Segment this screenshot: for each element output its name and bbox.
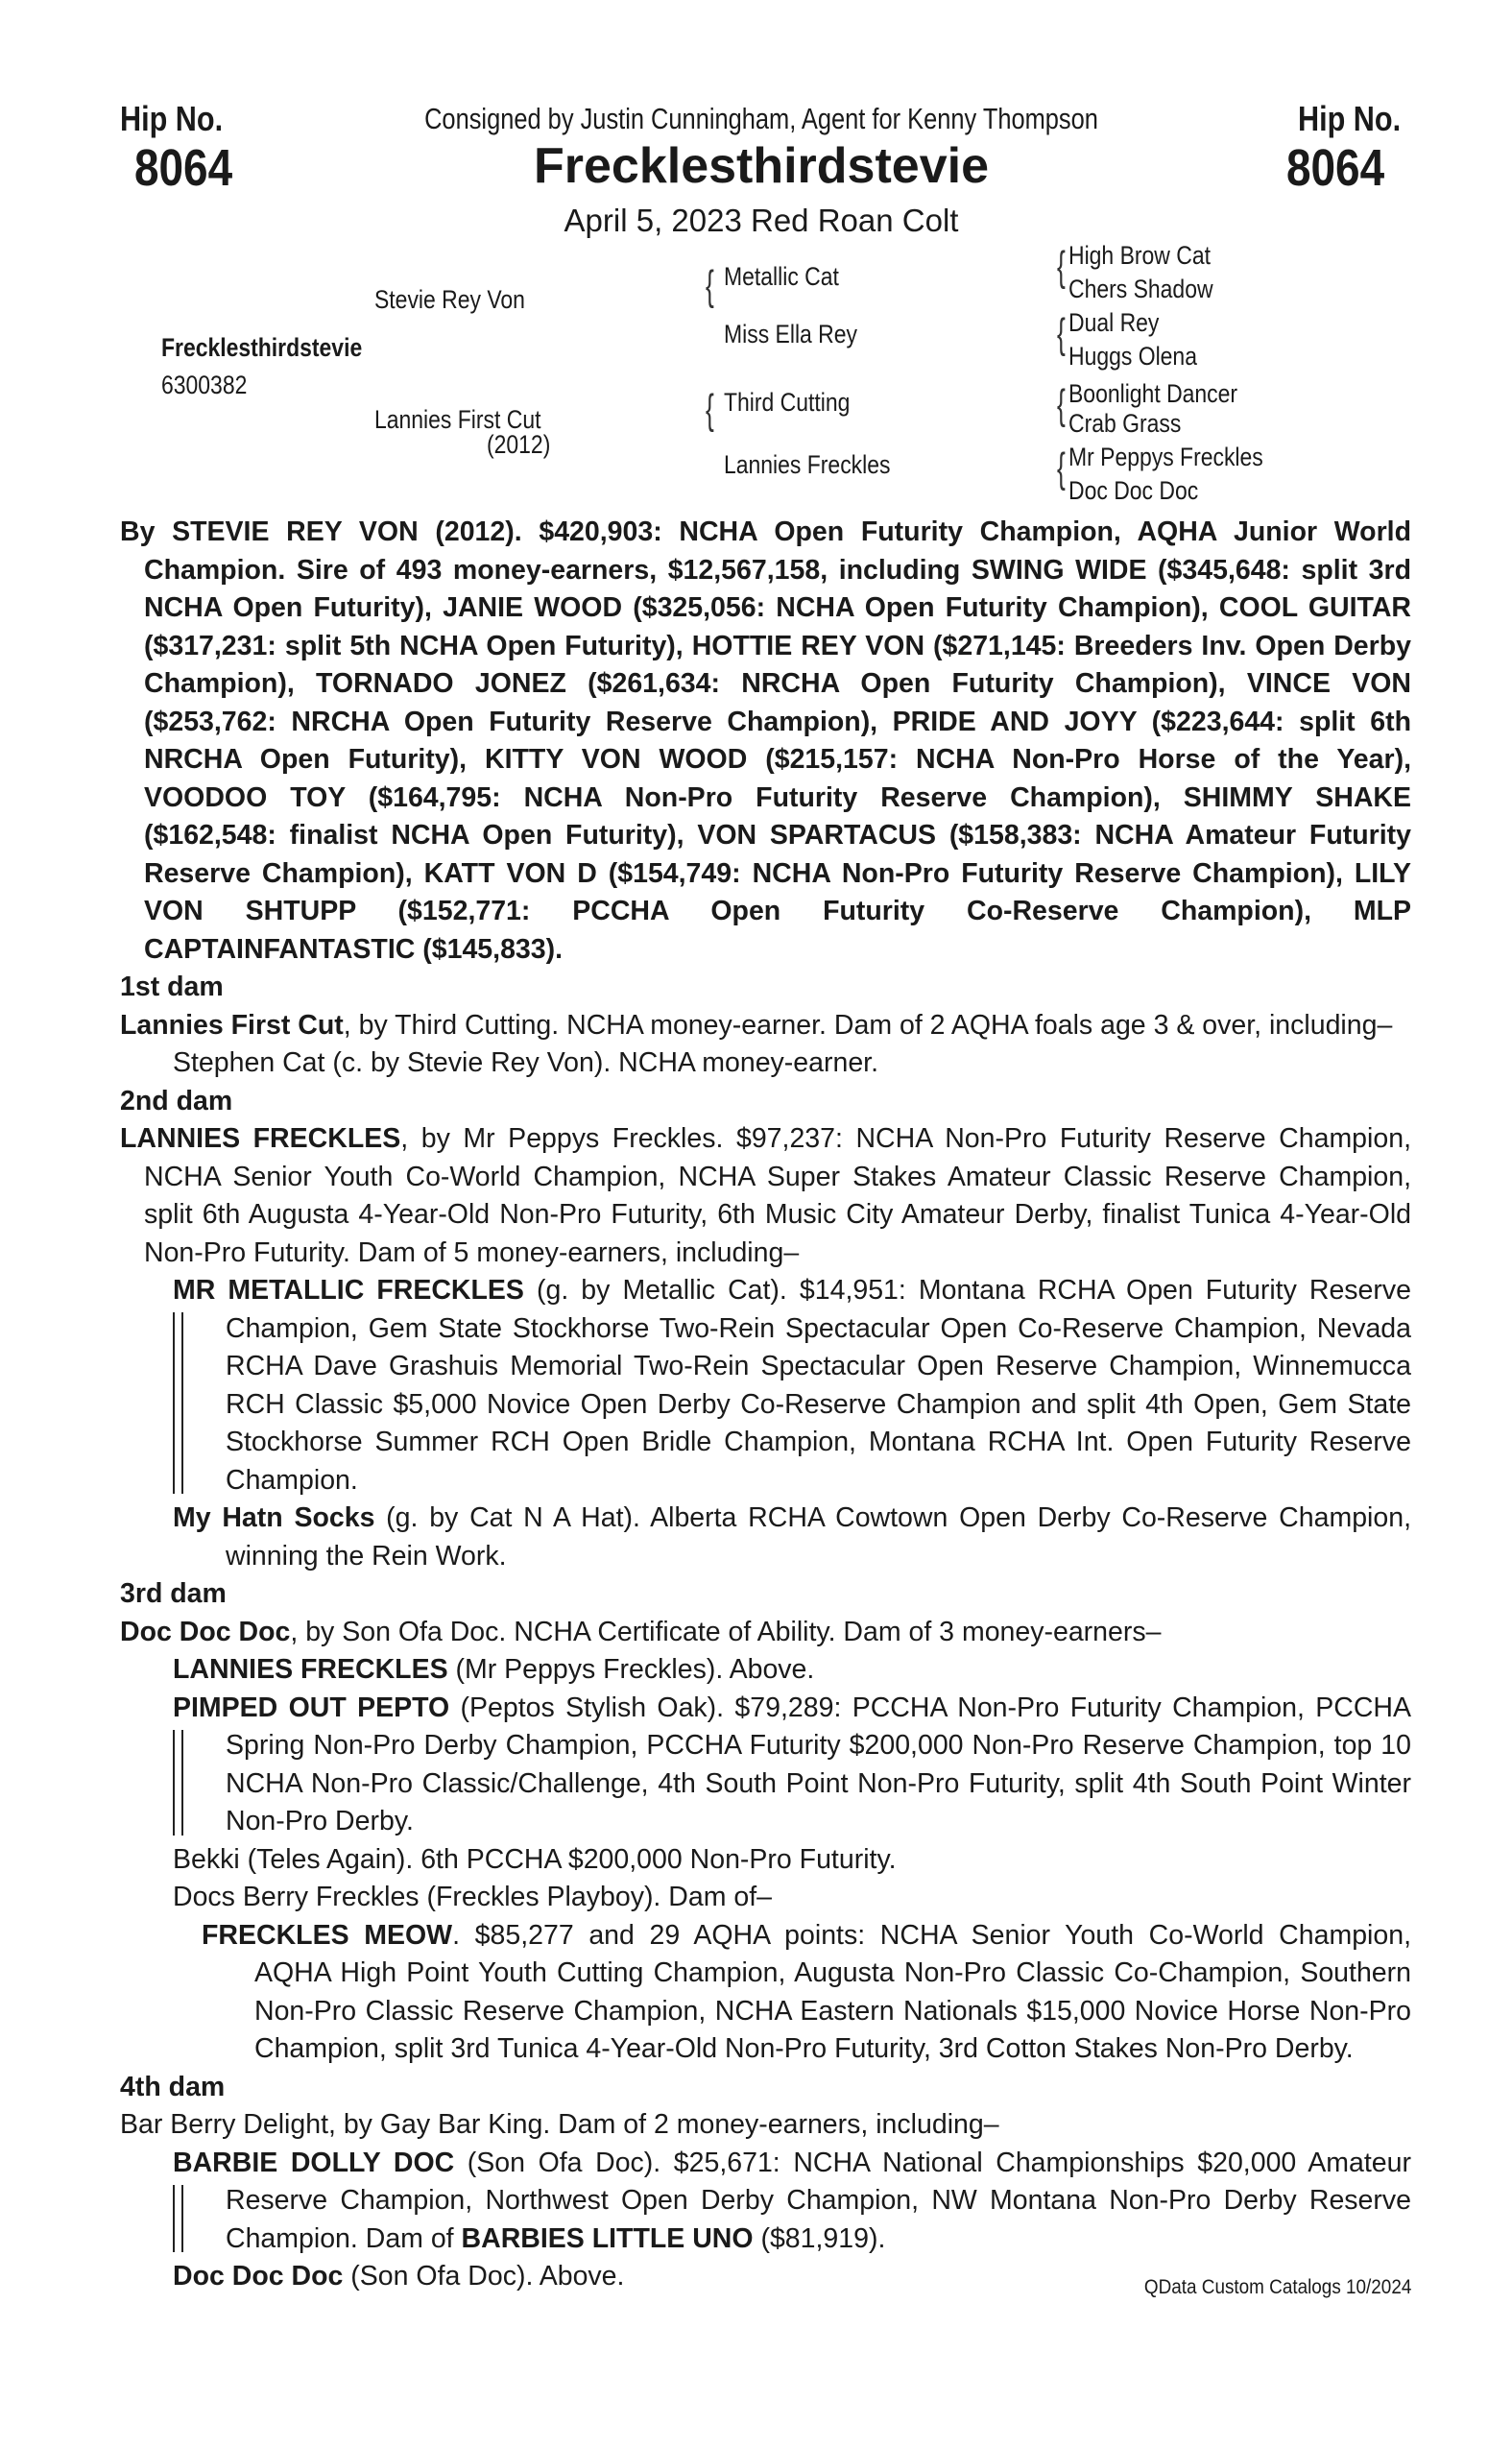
hip-label-left: Hip No. (120, 99, 224, 138)
pedigree-g2: Chers Shadow (1068, 275, 1213, 303)
dam4-offspring-1-name: BARBIE DOLLY DOC (173, 2147, 455, 2178)
dam3-offspring-1-text: (Mr Peppys Freckles). Above. (447, 1654, 815, 1685)
pedigree-g5: Boonlight Dancer (1068, 379, 1238, 408)
dam3-offspring-1-name: LANNIES FRECKLES (173, 1654, 448, 1685)
dam1-paragraph (120, 1007, 1411, 1045)
pedigree-sire-dam: Miss Ella Rey (724, 320, 858, 348)
dam2-offspring-1-name: MR METALLIC FRECKLES (173, 1275, 524, 1306)
horse-name-title: Frecklesthirdstevie (533, 138, 990, 194)
pedigree-g6: Crab Grass (1068, 409, 1182, 438)
dam3-offspring-4: Docs Berry Freckles (Freckles Playboy). Dam of– (173, 1882, 772, 1912)
dam2-offspring-2-text: (g. by Cat N A Hat). Alberta RCHA Cowtown Open Derby Co-Reserve Champion, winning the Rein Work. (226, 1502, 1411, 1572)
dam4-offspring-1-text: (Son Ofa Doc). $25,671: NCHA National Championships $20,000 Amateur Reserve Champion, Northwest Open Derby Champion, NW Montana Non-Pro Derby Reserve Champion. Dam of (226, 2147, 1412, 2254)
dam1-heading: 1st dam (120, 972, 224, 1002)
dam3-grand-offspring (202, 1917, 1411, 2069)
pedigree-g4: Huggs Olena (1068, 342, 1197, 371)
dam4-heading: 4th dam (120, 2071, 226, 2102)
dam1-name: Lannies First Cut (120, 1009, 344, 1041)
pedigree-subject: Frecklesthirdstevie (161, 333, 363, 362)
pedigree-dam-sire: Third Cutting (724, 388, 851, 417)
pedigree-sire: Stevie Rey Von (374, 285, 525, 314)
dam4-offspring-1 (173, 2145, 1411, 2259)
dam2-offspring-1 (173, 1272, 1411, 1500)
dam3-offspring-2 (173, 1690, 1411, 1841)
dam2-offspring-2 (173, 1500, 1411, 1575)
dam3-grand-offspring-text: . $85,277 and 29 AQHA points: NCHA Senior Youth Co-World Champion, AQHA High Point Youth Cutting Champion, Augusta Non-Pro Classic Co-Champion, Southern Non-Pro Classic Reserve Champion, NCHA Eastern Nationals $15,000 Novice Horse Non-Pro Champion, split 3rd Tunica 4-Year-Old Non-Pro Futurity, 3rd Cotton Stakes Non-Pro Derby. (254, 1919, 1411, 2064)
dam3-offspring-3: Bekki (Teles Again). 6th PCCHA $200,000 Non-Pro Futurity. (173, 1843, 897, 1875)
foaling-info: April 5, 2023 Red Roan Colt (564, 203, 959, 238)
dam2-offspring-2-name: My Hatn Socks (173, 1502, 375, 1533)
dam3-paragraph (120, 1614, 1411, 1652)
pedigree-sire-sire: Metallic Cat (724, 262, 839, 291)
consignor-line: Consigned by Justin Cunningham, Agent for Kenny Thompson (424, 102, 1098, 135)
brace-sire: { (706, 262, 714, 309)
dam4-paragraph: Bar Berry Delight, by Gay Bar King. Dam of 2 money-earners, including– (120, 2109, 999, 2140)
dam3-grand-offspring-name: FRECKLES MEOW (202, 1919, 453, 1951)
pedigree-dam-dam: Lannies Freckles (724, 450, 891, 479)
hip-label-right: Hip No. (1298, 99, 1402, 138)
dam2-paragraph (120, 1120, 1411, 1272)
dam4-offspring-1-produce: BARBIES LITTLE UNO (461, 2222, 754, 2254)
brace-g1: { (1057, 243, 1066, 290)
brace-g2: { (1057, 310, 1066, 357)
pedigree-g3: Dual Rey (1068, 308, 1160, 337)
dam3-heading: 3rd dam (120, 1578, 227, 1609)
dam2-name: LANNIES FRECKLES (120, 1123, 401, 1154)
dam3-offspring-2-name: PIMPED OUT PEPTO (173, 1692, 450, 1723)
pedigree-registration: 6300382 (161, 371, 248, 399)
dam2-text: , by Mr Peppys Freckles. $97,237: NCHA Non-Pro Futurity Reserve Champion, NCHA Senior Youth Co-World Champion, NCHA Super Stakes Amateur Classic Reserve Champion, split 6th Augusta 4-Year-Old Non-Pro Futurity, 6th Music City Amateur Derby, finalist Tunica 4-Year-Old Non-Pro Futurity. Dam of 5 money-earners, including– (144, 1123, 1411, 1268)
footer-credit: QData Custom Catalogs 10/2024 (1143, 2276, 1411, 2298)
pedigree-g7: Mr Peppys Freckles (1068, 443, 1263, 471)
dam1-offspring: Stephen Cat (c. by Stevie Rey Von). NCHA money-earner. (173, 1047, 879, 1078)
dam1-text: , by Third Cutting. NCHA money-earner. Dam of 2 AQHA foals age 3 & over, including– (343, 1009, 1393, 1041)
sire-paragraph: By STEVIE REY VON (2012). $420,903: NCHA Open Futurity Champion, AQHA Junior World Champion. Sire of 493 money-earners, $12,567,158, including SWING WIDE ($345,648: split 3rd NCHA Open Futurity), JANIE WOOD ($325,056: NCHA Open Futurity Champion), COOL GUITAR ($317,231: split 5th NCHA Open Futurity), HOTTIE REY VON ($271,145: Breeders Inv. Open Derby Champion), TORNADO JONEZ ($261,634: NRCHA Open Futurity Champion), VINCE VON ($253,762: NRCHA Open Futurity Reserve Champion), PRIDE AND JOYY ($223,644: split 6th NRCHA Open Futurity), KITTY VON WOOD ($215,157: NCHA Non-Pro Horse of the Year), VOODOO TOY ($164,795: NCHA Non-Pro Futurity Reserve Champion), SHIMMY SHAKE ($162,548: finalist NCHA Open Futurity), VON SPARTACUS ($158,383: NCHA Amateur Futurity Reserve Champion), KATT VON D ($154,749: NCHA Non-Pro Futurity Reserve Champion), LILY VON SHTUPP ($152,771: PCCHA Open Futurity Co-Reserve Champion), MLP CAPTAINFANTASTIC ($145,833). (120, 516, 1411, 965)
pedigree-dam-year: (2012) (487, 430, 551, 459)
catalog-body (120, 514, 1411, 2296)
pedigree-g8: Doc Doc Doc (1068, 476, 1199, 505)
brace-dam: { (706, 386, 714, 433)
dam2-offspring-1-text: (g. by Metallic Cat). $14,951: Montana RCHA Open Futurity Reserve Champion, Gem State Stockhorse Two-Rein Spectacular Open Co-Reserve Champion, Nevada RCHA Dave Grashuis Memorial Two-Rein Spectacular Open Reserve Champion, Winnemucca RCH Classic $5,000 Novice Open Derby Co-Reserve Champion and split 4th Open, Gem State Stockhorse Summer RCH Open Bridle Champion, Montana RCHA Int. Open Futurity Reserve Champion. (226, 1275, 1411, 1496)
dam3-text: , by Son Ofa Doc. NCHA Certificate of Ability. Dam of 3 money-earners– (290, 1616, 1162, 1647)
dam3-offspring-1 (173, 1651, 1411, 1690)
pedigree-g1: High Brow Cat (1068, 241, 1211, 270)
dam3-name: Doc Doc Doc (120, 1616, 291, 1647)
dam4-offspring-1-tail: ($81,919). (753, 2222, 886, 2254)
brace-g3: { (1057, 381, 1066, 428)
pedigree-dam: Lannies First Cut (374, 405, 541, 434)
dam4-offspring-2-text: (Son Ofa Doc). Above. (343, 2261, 625, 2292)
hip-number-left: 8064 (134, 139, 233, 197)
dam2-heading: 2nd dam (120, 1085, 233, 1116)
brace-g4: { (1057, 444, 1066, 492)
dam3-offspring-2-text: (Peptos Stylish Oak). $79,289: PCCHA Non-Pro Futurity Champion, PCCHA Spring Non-Pro Derby Champion, PCCHA Futurity $200,000 Non-Pro Reserve Champion, top 10 NCHA Non-Pro Classic/Challenge, 4th South Point Non-Pro Futurity, split 4th South Point Winter Non-Pro Derby. (226, 1692, 1412, 1836)
hip-number-right: 8064 (1286, 139, 1385, 197)
dam4-offspring-2-name: Doc Doc Doc (173, 2261, 344, 2292)
